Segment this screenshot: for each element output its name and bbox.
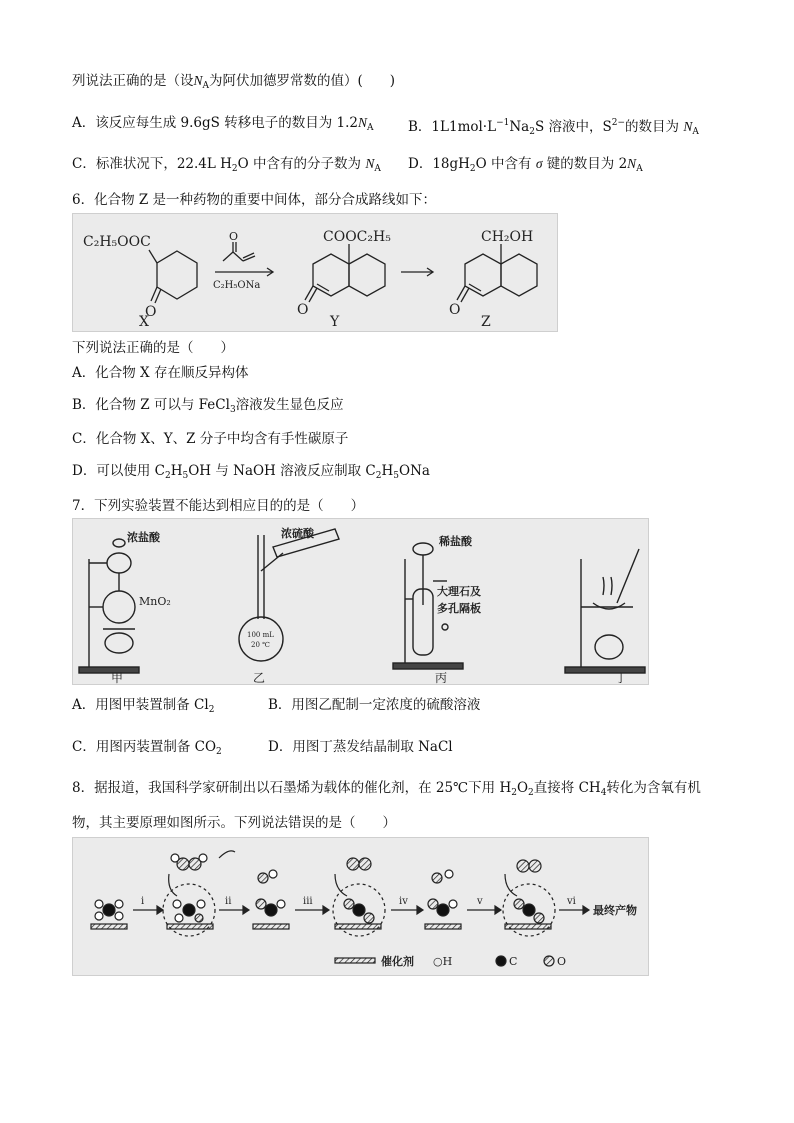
q7-stem: 7．下列实验装置不能达到相应目的的是（ ） [72, 498, 365, 514]
jia-mno2-label: MnO₂ [139, 595, 171, 608]
o-atom [359, 858, 371, 870]
o-atom [347, 858, 359, 870]
q7-option-c[interactable] [72, 738, 222, 761]
avogadro-symbol: N [193, 73, 203, 88]
compound-z-ring-right [501, 254, 537, 296]
arrowhead [495, 906, 501, 914]
step-label-iii: iii [303, 896, 313, 907]
mid: H [381, 463, 394, 479]
step-label-vi: vi [567, 896, 576, 907]
h-atom [197, 900, 205, 908]
o-atom [258, 873, 268, 883]
avogadro-sub: A [366, 123, 374, 133]
compound-z-ring-left [465, 254, 501, 296]
q6-synthesis-figure [72, 213, 558, 332]
q5-option-b[interactable] [408, 114, 699, 141]
o-atom [428, 899, 438, 909]
q7-apparatus-figure [72, 518, 649, 685]
q5-option-d-text: D．18gH [408, 156, 470, 172]
q6-question: 下列说法正确的是（ ） [72, 340, 234, 356]
arrowhead [417, 906, 423, 914]
z-ch2oh-label: CH₂OH [481, 229, 534, 245]
jia-funnel-top [113, 539, 125, 547]
label-bing: 丙 [435, 671, 448, 684]
q5-option-c-tail: O 中含有的分子数为 [237, 156, 362, 172]
q5-option-d[interactable] [408, 155, 643, 178]
q6-stem: 6．化合物 Z 是一种药物的重要中间体，部分合成路线如下： [72, 192, 437, 208]
c-atom [353, 904, 365, 916]
bing-stand-base [393, 663, 463, 669]
q6-option-d-tail: ONa [399, 463, 430, 479]
o-atom [529, 860, 541, 872]
q8-stem-pre: 8．据报道，我国科学家研制出以石墨烯为载体的催化剂，在 25℃下用 H [72, 780, 512, 796]
q6-option-b-sub: 3 [229, 405, 236, 415]
label-ding: 丁 [615, 671, 628, 684]
q6-option-a[interactable]: A．化合物 X 存在顺反异构体 [72, 365, 249, 381]
h-atom [173, 900, 181, 908]
q6-option-b[interactable] [72, 396, 344, 419]
q5-option-a-text: A．该反应每生成 9.6gS 转移电子的数目为 1.2 [72, 115, 358, 131]
q6-option-d-text: D．可以使用 C [72, 463, 165, 479]
h-atom [175, 914, 183, 922]
bing-funnel [413, 543, 433, 555]
q5-option-d-sub: 2 [469, 164, 476, 174]
curved-arrow-icon [505, 874, 517, 896]
synthesis-route-svg [73, 214, 557, 331]
q5-option-b-sub: 2 [529, 127, 535, 137]
q5-option-c-text: C．标准状况下，22.4L H [72, 156, 232, 172]
legend-h-label: ○H [433, 955, 453, 968]
q5-option-b-mid: Na [509, 119, 530, 135]
c-atom [183, 904, 195, 916]
legend-o-label: O [557, 955, 567, 968]
h-atom [445, 870, 453, 878]
avogadro-sub: A [636, 164, 643, 174]
q5-option-c[interactable] [72, 155, 381, 178]
compound-z-label: Z [481, 314, 491, 330]
catalyst-bar-4 [335, 924, 381, 929]
q5-option-b-sup: −1 [496, 118, 510, 128]
sub: 2 [375, 471, 382, 481]
q8-mechanism-figure [72, 837, 649, 976]
jia-stand-base [79, 667, 139, 673]
x-ester-label: C₂H₅OOC [83, 234, 151, 250]
mid: H [170, 463, 183, 479]
ding-alcohol-lamp [595, 635, 623, 659]
step-label-ii: ii [225, 896, 232, 907]
step-label-i: i [141, 896, 145, 907]
q5-stem-tail: 为阿伏加德罗常数的值）( ) [209, 73, 396, 89]
mid: OH 与 NaOH 溶液反应制取 C [188, 463, 376, 479]
jia-separatory-funnel [107, 553, 131, 573]
c-atom [265, 904, 277, 916]
step-label-iv: iv [399, 896, 408, 907]
o-atom [344, 899, 354, 909]
legend-catalyst-swatch [335, 958, 375, 963]
final-product-label: 最终产物 [593, 904, 637, 917]
avogadro-symbol: N [627, 156, 637, 171]
arrowhead [323, 906, 329, 914]
h-atom [115, 912, 123, 920]
q8-stem-line1 [72, 779, 701, 802]
bing-marble-label-1: 大理石及 [437, 585, 481, 598]
yi-h2so4-label: 浓硫酸 [281, 527, 314, 540]
h-atom [115, 900, 123, 908]
y-oxygen-label: O [297, 302, 309, 318]
reagent-base-label: C₂H₅ONa [213, 280, 261, 291]
q5-option-b-tail: 的数目为 [625, 119, 680, 135]
q5-option-c-sub: 2 [231, 164, 238, 174]
curved-arrow-icon [169, 874, 177, 896]
legend-o-swatch [544, 956, 554, 966]
q5-option-b-mid2: S 溶液中，S [534, 119, 612, 135]
sigma-symbol: σ [535, 156, 543, 171]
c-atom [523, 904, 535, 916]
o-atom [517, 860, 529, 872]
q6-option-b-text: B．化合物 Z 可以与 FeCl [72, 397, 230, 413]
avogadro-sub: A [374, 164, 381, 174]
reagent-oxygen-label: O [229, 230, 239, 243]
yi-temp-label: 20 ℃ [251, 641, 270, 649]
h-atom [449, 900, 457, 908]
sub: 5 [182, 471, 189, 481]
o-atom [432, 873, 442, 883]
label-yi: 乙 [253, 671, 266, 684]
q7-option-b[interactable]: B．用图乙配制一定浓度的硫酸溶液 [268, 697, 481, 713]
legend-catalyst-label: 催化剂 [381, 955, 414, 968]
q6-option-b-tail: 溶液发生显色反应 [235, 397, 344, 413]
ding-steam-icon [603, 577, 612, 595]
compound-y-ring-left [313, 254, 349, 296]
compound-y-ring-right [349, 254, 385, 296]
q6-option-d[interactable] [72, 462, 430, 485]
avogadro-symbol: N [683, 119, 693, 134]
q7-option-d[interactable]: D．用图丁蒸发结晶制取 NaCl [268, 739, 453, 755]
jia-round-flask [103, 591, 135, 623]
ding-stand-base [565, 667, 645, 673]
q5-option-b-sup2: 2− [611, 118, 626, 128]
sub: 2 [528, 788, 534, 798]
sub: 4 [600, 788, 607, 798]
o-atom [514, 899, 524, 909]
q5-option-d-mid: O 中含有 [475, 156, 532, 172]
apparatus-svg [73, 519, 648, 684]
q5-stem-text: 列说法正确的是（设 [72, 73, 194, 89]
label-jia: 甲 [111, 671, 124, 684]
avogadro-symbol: N [365, 156, 375, 171]
mechanism-svg [73, 838, 648, 975]
h-atom [277, 900, 285, 908]
q5-option-a[interactable] [72, 114, 373, 137]
bing-valve-icon [442, 624, 448, 630]
ding-evaporating-dish [593, 603, 625, 609]
legend-c-label: C [509, 955, 518, 968]
jia-hcl-label: 浓盐酸 [127, 531, 160, 544]
mid: O [516, 780, 529, 796]
catalyst-bar-3 [253, 924, 289, 929]
sub: 2 [511, 788, 517, 798]
sub: 2 [164, 471, 171, 481]
arrowhead [243, 906, 249, 914]
compound-x-ring [157, 251, 197, 299]
reagent-bond-1 [223, 252, 233, 261]
bing-hcl-label: 稀盐酸 [439, 535, 472, 548]
legend-c-swatch [496, 956, 506, 966]
curved-arrow-icon [219, 851, 235, 858]
h-atom [199, 854, 207, 862]
h-atom [269, 870, 277, 878]
curved-arrow-icon [335, 874, 347, 896]
h-atom [171, 854, 179, 862]
ding-glass-rod [617, 549, 639, 603]
o-atom [364, 913, 374, 923]
o-atom [256, 899, 266, 909]
q8-stem-tail: 转化为含氧有机 [606, 780, 701, 796]
yi-volumetric-flask [239, 617, 283, 661]
q5-option-b-text: B．1L1mol·L [408, 119, 497, 135]
q7-option-c-text: C．用图丙装置制备 CO [72, 739, 217, 755]
reagent-bond-2 [233, 252, 243, 261]
jia-alcohol-lamp [105, 633, 133, 653]
q5-stem [72, 72, 395, 95]
q5-option-d-tail: 键的数目为 2 [546, 156, 628, 172]
q7-option-a-sub: 2 [208, 705, 215, 715]
yi-volume-label: 100 mL [247, 631, 274, 639]
bing-marble-label-2: 多孔隔板 [437, 602, 481, 615]
catalyst-bar-6 [505, 924, 551, 929]
catalyst-bar-5 [425, 924, 461, 929]
avogadro-sub: A [202, 81, 210, 91]
o-atom [195, 914, 203, 922]
x-oxygen-label: O [145, 304, 157, 320]
z-oxygen-label: O [449, 302, 461, 318]
compound-x-label: X [139, 314, 149, 330]
h-atom [95, 900, 103, 908]
compound-y-label: Y [330, 314, 340, 330]
q8-stem-line2: 物，其主要原理如图所示。下列说法错误的是（ ） [72, 815, 396, 831]
o-atom [534, 913, 544, 923]
avogadro-symbol: N [357, 115, 367, 130]
avogadro-sub: A [692, 127, 699, 137]
c-atom [103, 904, 115, 916]
arrowhead [583, 906, 589, 914]
c-atom [437, 904, 449, 916]
step-label-v: v [477, 896, 483, 907]
q7-option-c-sub: 2 [216, 747, 222, 757]
q6-option-c[interactable]: C．化合物 X、Y、Z 分子中均含有手性碳原子 [72, 431, 349, 447]
h-atom [95, 912, 103, 920]
arrowhead [157, 906, 163, 914]
x-ester-bond [149, 250, 157, 263]
catalyst-bar-2 [167, 924, 213, 929]
y-ester-label: COOC₂H₅ [323, 229, 391, 245]
q7-option-a-text: A．用图甲装置制备 Cl [72, 697, 209, 713]
catalyst-bar-1 [91, 924, 127, 929]
sub: 5 [393, 471, 399, 481]
q7-option-a[interactable] [72, 696, 214, 719]
mid: 直接将 CH [533, 780, 601, 796]
